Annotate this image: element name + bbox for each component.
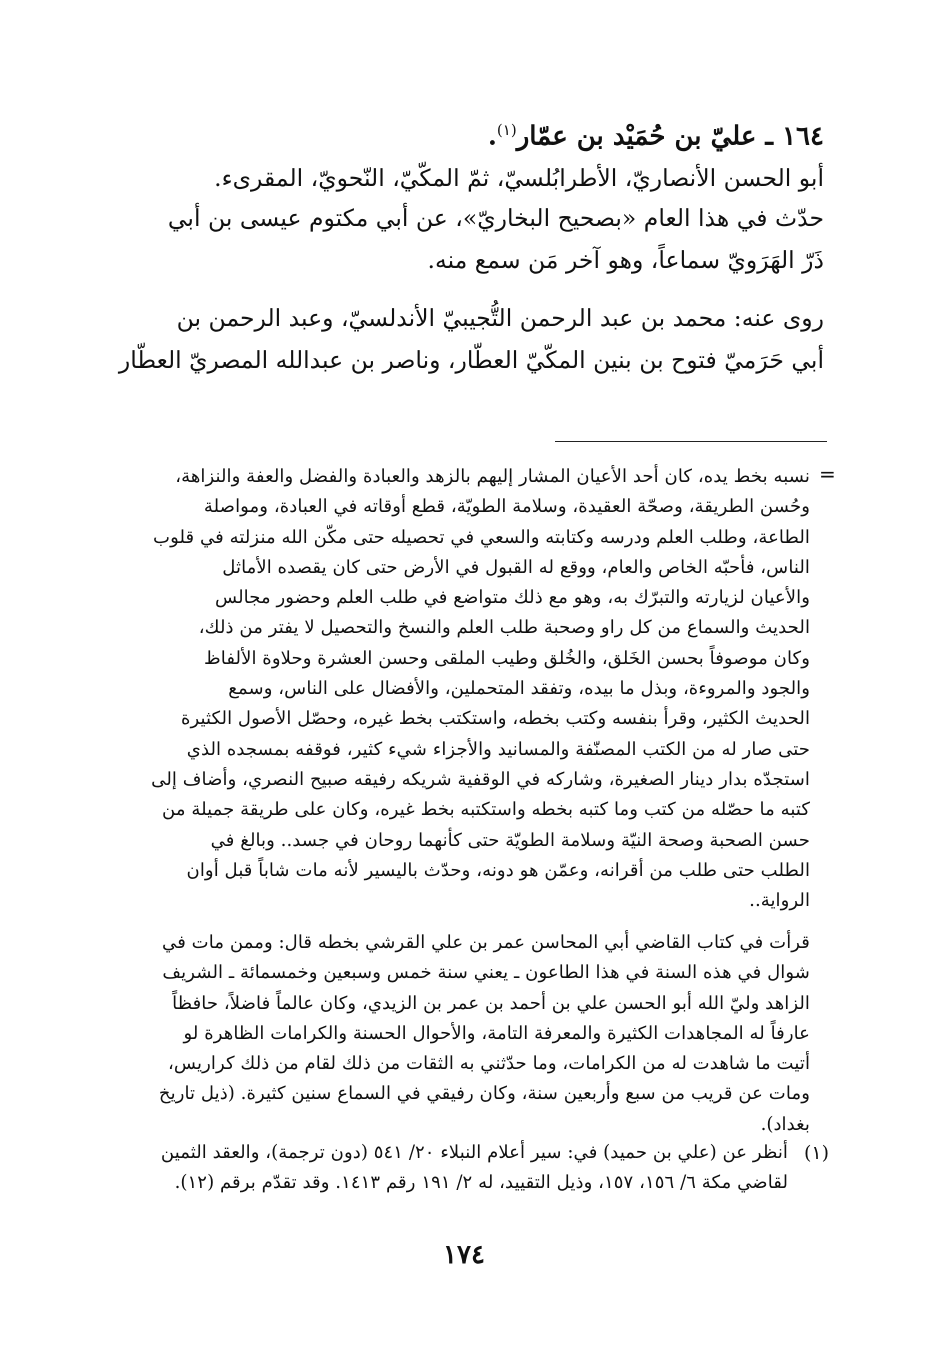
footnote-line: لقاضي مكة ٦/ ١٥٦، ١٥٧، وذيل التقييد، له ٢/ ١٩١ رقم ١٤١٣. وقد تقدّم برقم (١٢).	[174, 1172, 788, 1194]
entry-title: ١٦٤ ـ عليّ بن حُمَيْد بن عمّار	[516, 121, 824, 152]
main-paragraph	[104, 298, 824, 381]
footnote-line: كتبه ما حصّله من كتب وما كتبه بخطه واستكتبه بخط غيره، وكان على طريقة جميلة من	[161, 799, 810, 821]
text-line: حدّث في هذا العام «بصحيح البخاريّ»، عن أبي مكتوم عيسى بن أبي	[167, 204, 824, 232]
footnote-line: أنظر عن (علي بن حميد) في: سير أعلام النبلاء ٢٠/ ٥٤١ (دون ترجمة)، والعقد الثمين	[160, 1142, 788, 1163]
footnote-line: عارفاً له المجاهدات الكثيرة والمعرفة التامة، والأحوال الحسنة والكرامات الظاهرة لو	[183, 1022, 810, 1044]
footnote-line: الحديث الكثير، وقرأ بنفسه وكتب بخطه، واستكتب بخط غيره، وحصّل الأصول الكثيرة	[180, 708, 810, 730]
text-line: ذَرّ الهَرَويّ سماعاً، وهو آخر مَن سمع منه.	[427, 245, 824, 274]
footnote-line: وكان موصوفاً بحسن الخَلق، والخُلق وطيب الملقى وحسن العشرة وحلاوة الألفاظ	[203, 647, 810, 669]
entry-heading	[100, 108, 824, 159]
footnote-line: الطلب حتى طلب من أقرانه، وعمّن هو دونه، وحدّث باليسير لأنه مات شاباً قبل أوان	[186, 859, 810, 881]
footnote-line: والأعيان لزيارته والتبرّك به، وهو مع ذلك متواضع في طلب العلم وحضور مجالس	[214, 587, 810, 609]
page-number: ١٧٤	[443, 1240, 485, 1270]
footnote-line: ومات عن قريب من سبع وأربعين سنة، وكان رفيقي في السماع سنين كثيرة. (ذيل تاريخ	[158, 1083, 810, 1105]
footnote-line: الناس، فأحبّه الخاص والعام، ووقع له القبول في الأرض حتى كان يقصده الأماثل	[222, 556, 810, 578]
footnote-line: حسن الصحبة وصحة النيّة وسلامة الطويّة حتى كأنهما روحان في جسد.. وبالغ في	[210, 829, 810, 851]
footnote-line: وحُسن الطريقة، وصحّة العقيدة، وسلامة الطويّة، قطع أوقاته في العبادة، ومواصلة	[203, 496, 810, 518]
footnote-line: نسبه بخط يده، كان أحد الأعيان المشار إليهم بالزهد والعبادة والفضل والعفة والنزاهة،	[175, 466, 810, 487]
footnote-1	[104, 1138, 788, 1199]
footnote-line: قرأت في كتاب القاضي أبي المحاسن عمر بن علي القرشي بخطه قال: وممن مات في	[162, 932, 810, 953]
footnote-line: الزاهد وليّ الله أبو الحسن علي بن أحمد بن عمر بن الزيدي، وكان عالماً فاضلاً، حافظاً	[172, 992, 810, 1014]
text-line: أبي حَرَميّ فتوح بن بنين المكّيّ العطّار، وناصر بن عبدالله المصريّ العطّار	[118, 345, 824, 374]
entry-title-end: .	[487, 121, 497, 152]
main-paragraph	[104, 198, 824, 281]
footnote-separator	[555, 441, 827, 442]
text-line: روى عنه: محمد بن عبد الرحمن التُّجيبيّ الأندلسيّ، وعبد الرحمن بن	[176, 304, 824, 332]
footnote-number: (١)	[804, 1142, 830, 1164]
continuation-mark: =	[819, 462, 836, 486]
footnote-line: استجدّه بدار دينار الصغيرة، وشاركه في الوقفية شريكه رفيقه صبيح النصري، وأضاف إلى	[151, 768, 810, 790]
footnote-line: شوال في هذه السنة في هذا الطاعون ـ يعني سنة خمس وسبعين وخمسمائة ـ الشريف	[162, 962, 810, 984]
footnote-continuation-paragraph	[104, 928, 810, 1140]
footnote-line: بغداد).	[760, 1113, 810, 1135]
footnote-line: الحديث والسماع من كل راو وصحبة طلب العلم والنسخ والتحصيل لا يفتر من ذلك،	[198, 617, 810, 639]
footnote-reference: (١)	[496, 121, 517, 139]
footnote-line: حتى صار له من الكتب المصنّفة والمسانيد والأجزاء شيء كثير، فوقفه بمسجده الذي	[186, 738, 810, 760]
footnote-line: أتيت ما شاهدت له من الكرامات، وما حدّثني به الثقات من ذلك لقام من ذلك كراريس،	[167, 1053, 810, 1075]
text-line: أبو الحسن الأنصاريّ، الأطرابُلسيّ، ثمّ المكّيّ، النّحويّ، المقرىء.	[214, 164, 824, 192]
footnote-line: الطاعة، وطلب العلم ودرسه وكتابته والسعي في تحصيله حتى مكّن الله منزلته في قلوب	[153, 526, 810, 548]
footnote-continuation-paragraph	[104, 462, 810, 916]
main-paragraph	[104, 158, 824, 200]
footnote-line: والجود والمروءة، وبذل ما بيده، وتفقد المتحملين، والأفضال على الناس، وسمع	[228, 678, 810, 700]
footnote-line: الرواية..	[749, 890, 810, 912]
